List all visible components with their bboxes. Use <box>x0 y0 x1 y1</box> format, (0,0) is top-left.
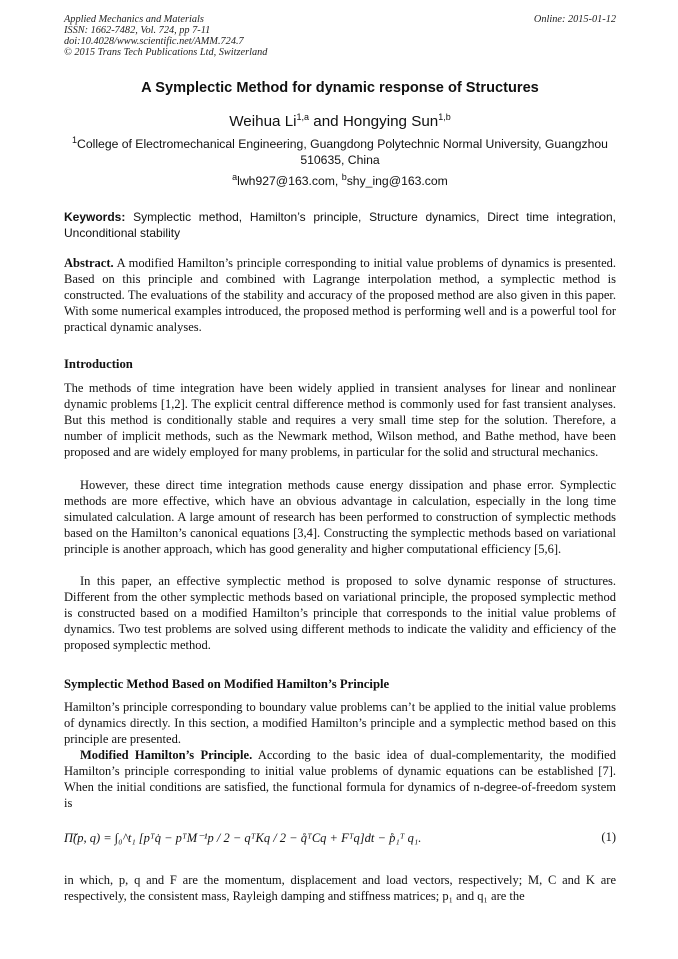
copyright-line: © 2015 Trans Tech Publications Ltd, Switzerland <box>64 47 268 58</box>
affiliation-superscript: 1 <box>72 134 78 145</box>
section-paragraph: Hamilton’s principle corresponding to boundary value problems can’t be applied to the initial value problems of dynamics directly. In this section, a modified Hamilton’s principle and a symplectic method based on this principle are presented. <box>64 700 616 747</box>
equation-end: . <box>418 831 422 845</box>
author-line <box>64 113 616 130</box>
equation-integral: ∫₀^t₁ [ <box>114 831 144 845</box>
author-name: Hongying Sun <box>342 113 439 130</box>
section-paragraph: in which, p, q and F are the momentum, displacement and load vectors, respectively; M, C and K are respectively, the consistent mass, Rayleigh damping and stiffness matrices; p₁ and q₁ are the <box>64 873 616 904</box>
intro-paragraph: The methods of time integration have been widely applied in transient analyses for linear and nonlinear dynamic problems [1,2]. The explicit central difference method is commonly used for fast transient analyses. But this method is conditionally stable and requires a very small time step for the solution. Therefore, a number of implicit methods, such as the Newmark method, Wilson method, and Bathe method, have been proposed and are widely employed for many problems, in particular for the solid and structural mechanics. <box>64 381 616 460</box>
subsection-label: Modified Hamilton’s Principle. <box>80 748 253 762</box>
keywords-label: Keywords: <box>64 210 126 224</box>
author-emails <box>64 171 616 188</box>
online-date: Online: 2015-01-12 <box>533 14 616 25</box>
email-superscript: b <box>341 171 347 182</box>
affiliation <box>64 136 616 168</box>
email-link[interactable]: lwh927@163.com, <box>237 174 342 188</box>
author-name: Weihua Li <box>229 113 297 130</box>
intro-paragraph: However, these direct time integration methods cause energy dissipation and phase error. Symplectic methods are more effective, which have an obvious advantage in calculation, especially in the long time simulated calculation. A large amount of research has been performed to construction of symplectic methods based on the Hamilton’s canonical equations [3,4]. Constructing the symplectic methods based on variational principle is another approach, which has good generality and higher computational efficiency [5,6]. <box>64 478 616 557</box>
author-superscript: 1,a <box>296 111 310 122</box>
equation-1 <box>64 830 616 854</box>
author-connector: and <box>309 113 343 130</box>
section-heading: Symplectic Method Based on Modified Hamilton’s Principle <box>64 677 390 691</box>
publication-header <box>64 14 616 58</box>
issn-line: ISSN: 1662-7482, Vol. 724, pp 7-11 <box>64 25 211 36</box>
email-superscript: a <box>232 171 238 182</box>
keywords-text: Symplectic method, Hamilton’s principle, Structure dynamics, Direct time integration, Unconditional stability <box>64 210 616 240</box>
equation-body <box>64 830 421 846</box>
subsection-text: According to the basic idea of dual-complementarity, the modified Hamilton’s principle corresponding to initial value problems of dynamic equations can be established [7]. When the initial conditions are satisfied, the functional formula for dynamics of n-degree-of-freedom system is <box>64 748 616 811</box>
email-link[interactable]: shy_ing@163.com <box>346 174 448 188</box>
journal-name: Applied Mechanics and Materials <box>64 14 204 25</box>
doi-line: doi:10.4028/www.scientific.net/AMM.724.7 <box>64 36 244 47</box>
intro-paragraph: In this paper, an effective symplectic method is proposed to solve dynamic response of structures. Different from the other symplectic methods based on variational principle, the proposed symplectic method is constructed based on a modified Hamilton’s principle that corresponds to the initial value problems of dynamics. Two test problems are solved using different methods to indicate the validity and efficiency of the proposed symplectic method. <box>64 574 616 653</box>
equation-lhs: Π̃(p, q) = <box>64 831 115 845</box>
abstract <box>64 255 616 335</box>
equation-integrand: pᵀq̇ − pᵀM⁻¹p / 2 − qᵀKq / 2 − q̊ᵀCq + Fᵀq]dt − p̊₁ᵀ q₁ <box>143 831 419 845</box>
paper-title: A Symplectic Method for dynamic response of Structures <box>141 80 539 96</box>
section-paragraph <box>64 747 616 811</box>
section-heading: Introduction <box>64 357 133 371</box>
equation-number: (1) <box>601 830 616 844</box>
author-superscript: 1,b <box>438 111 451 122</box>
keywords <box>64 209 616 241</box>
abstract-label: Abstract. <box>64 256 114 270</box>
affiliation-text: College of Electromechanical Engineering, Guangdong Polytechnic Normal University, Guangzhou 510635, China <box>77 137 608 167</box>
abstract-text: A modified Hamilton’s principle corresponding to initial value problems of dynamics is presented. Based on this principle and combined with Lagrange interpolation method, a symplectic method is constructed. The evaluations of the stability and accuracy of the proposed method are also given in this paper. With some numerical examples introduced, the proposed method is performing well and is a powerful tool for practical dynamic analyses. <box>64 256 616 335</box>
